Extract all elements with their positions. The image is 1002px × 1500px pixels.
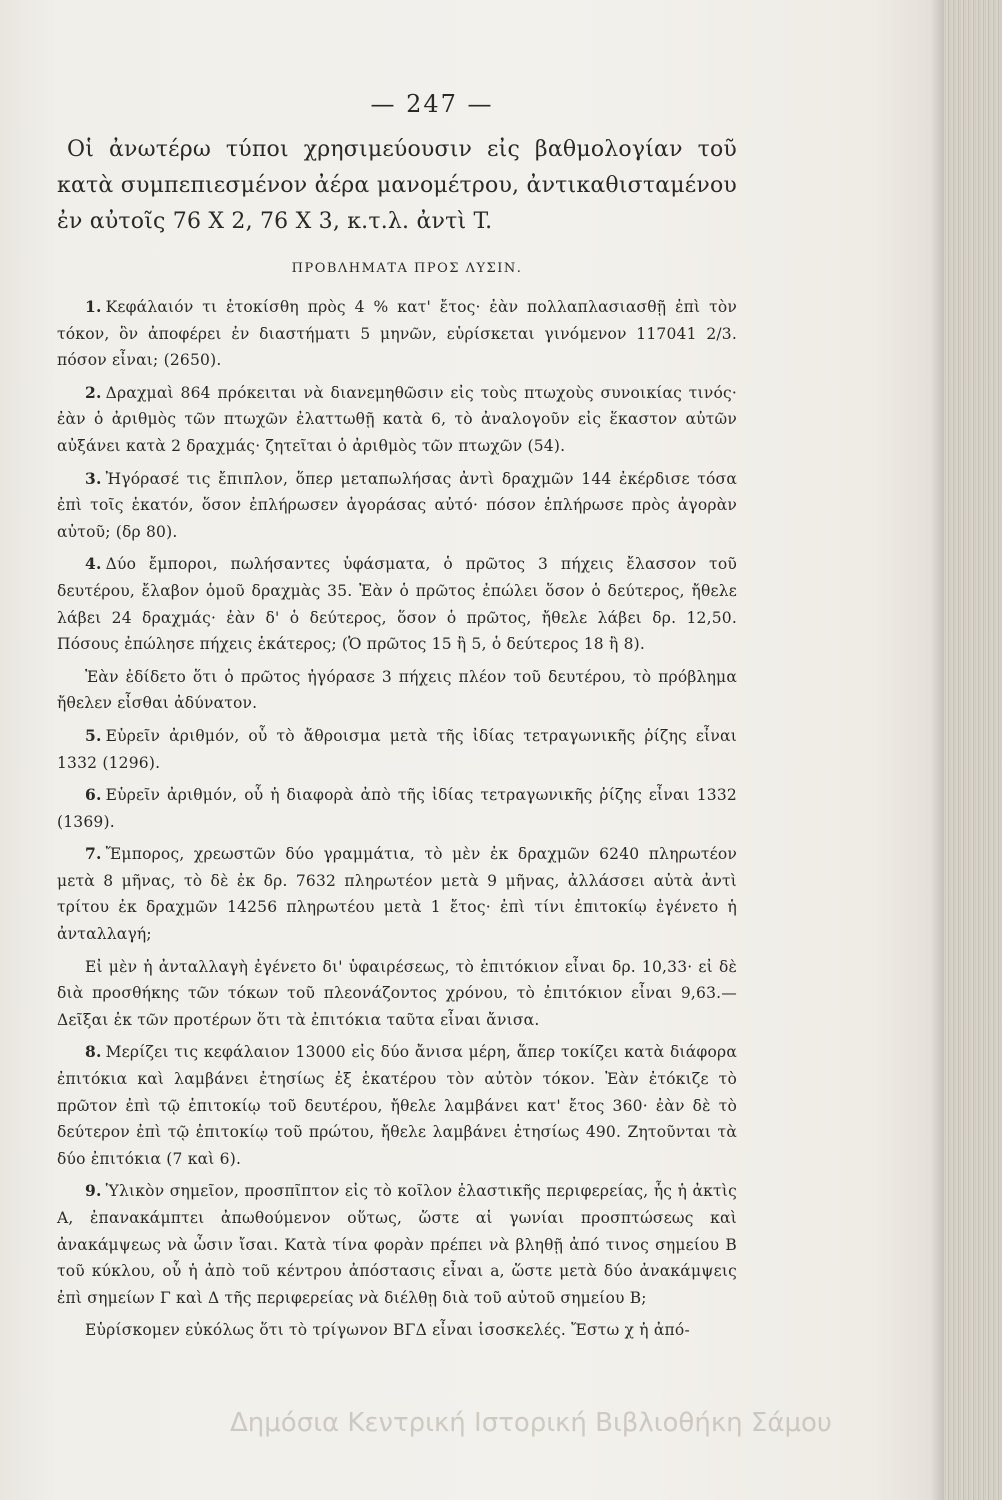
problem-number: 1. — [85, 297, 102, 316]
problem-8 — [57, 1039, 737, 1172]
problem-text: Δραχμαὶ 864 πρόκειται νὰ διανεμηθῶσιν εἰς τοὺς πτωχοὺς συνοικίας τινός· ἐὰν ὁ ἀριθμὸς τῶν πτωχῶν ἐλαττωθῇ κατὰ 6, τὸ ἀναλογοῦν εἰς ἕκαστον αὐτῶν αὐξάνει κατὰ 2 δραχμάς· ζητεῖται ὁ ἀριθμὸς τῶν πτωχῶν (54). — [57, 383, 737, 455]
intro-paragraph: Οἱ ἀνωτέρω τύποι χρησιμεύουσιν εἰς βαθμολογίαν τοῦ κατὰ συμπεπιεσμένον ἀέρα μανομέτρου, ἀντικαθισταμένου ἐν αὐτοῖς 76 X 2, 76 X 3, κ.τ.λ. ἀντὶ T. — [57, 137, 737, 234]
problem-5 — [57, 723, 737, 776]
page-text — [57, 82, 737, 1350]
problem-text: Μερίζει τις κεφάλαιον 13000 εἰς δύο ἄνισα μέρη, ἅπερ τοκίζει κατὰ διάφορα ἐπιτόκια καὶ λαμβάνει ἐτησίως ἐξ ἑκατέρου τὸν αὐτὸν τόκον. Ἐὰν ἐτόκιζε τὸ πρῶτον ἐπὶ τῷ ἐπιτοκίῳ τοῦ δευτέρου, ἤθελε λαμβάνει κατ' ἔτος 360· ἐὰν δὲ τὸ δεύτερον ἐπὶ τῷ ἐπιτοκίῳ τοῦ πρώτου, ἤθελε λαμβάνει ἐτησίως 490. Ζητοῦνται τὰ δύο ἐπιτόκια (7 καὶ 6). — [57, 1043, 737, 1168]
problem-text: Δύο ἔμποροι, πωλήσαντες ὑφάσματα, ὁ πρῶτος 3 πήχεις ἔλασσον τοῦ δευτέρου, ἔλαβον ὁμοῦ δραχμὰς 35. Ἐὰν ὁ πρῶτος ἐπώλει ὅσον ὁ δεύτερος, ἤθελε λάβει 24 δραχμάς· ἐὰν δ' ὁ δεύτερος, ὅσον ὁ πρῶτος, ἤθελε λάβει δρ. 12,50. Πόσους ἐπώλησε πήχεις ἑκάτερος; (Ὁ πρῶτος 15 ἢ 5, ὁ δεύτερος 18 ἢ 8). — [57, 555, 737, 654]
problem-number: 7. — [85, 844, 102, 864]
problem-6 — [57, 782, 737, 835]
problem-7 — [57, 841, 737, 947]
page-number: — 247 — — [370, 90, 494, 118]
problem-number: 5. — [85, 725, 102, 745]
problem-text: Ἔμπορος, χρεωστῶν δύο γραμμάτια, τὸ μὲν ἐκ δραχμῶν 6240 πληρωτέον μετὰ 8 μῆνας, τὸ δὲ ἐκ δρ. 7632 πληρωτέον μετὰ 9 μῆνας, ἀλλάσσει αὐτὰ ἀντὶ τρίτου ἐκ δραχμῶν 14256 πληρωτέου μετὰ 1 ἔτος· ἐπὶ τίνι ἐπιτοκίῳ ἐγένετο ἡ ἀνταλλαγή; — [57, 845, 737, 944]
problem-number: 6. — [85, 785, 102, 805]
problem-text: Ἐὰν ἐδίδετο ὅτι ὁ πρῶτος ἠγόρασε 3 πήχεις πλέον τοῦ δευτέρου, τὸ πρόβλημα ἤθελεν εἶσθαι ἀδύνατον. — [57, 667, 737, 713]
problem-number: 2. — [85, 382, 102, 402]
problem-text: Κεφάλαιόν τι ἐτοκίσθη πρὸς 4 % κατ' ἔτος· ἐὰν πολλαπλασιασθῇ ἐπὶ τὸν τόκον, ὃν ἀποφέρει ἐν διαστήματι 5 μηνῶν, εὑρίσκεται γινόμενον 117041 2/3. πόσον εἶναι; (2650). — [57, 298, 737, 370]
problem-number: 4. — [85, 554, 102, 574]
library-watermark: Δημόσια Κεντρική Ιστορική Βιβλιοθήκη Σάμου — [230, 1408, 832, 1438]
problem-text: Εὑρίσκομεν εὐκόλως ὅτι τὸ τρίγωνον ΒΓΔ εἶναι ἰσοσκελές. Ἔστω χ ἡ ἀπό- — [85, 1321, 690, 1340]
problem-4-note — [57, 664, 737, 717]
problem-number: 3. — [85, 468, 102, 488]
problem-4 — [57, 551, 737, 657]
problem-3 — [57, 466, 737, 546]
problem-number: 9. — [85, 1181, 102, 1201]
problem-text: Εἰ μὲν ἡ ἀνταλλαγὴ ἐγένετο δι' ὑφαιρέσεως, τὸ ἐπιτόκιον εἶναι δρ. 10,33· εἰ δὲ διὰ προσθήκης τῶν τόκων τοῦ πλεονάζοντος χρόνου, τὸ ἐπιτόκιον εἶναι 9,63.— Δεῖξαι ἐκ τῶν προτέρων ὅτι τὰ ἐπιτόκια ταῦτα εἶναι ἄνισα. — [57, 957, 737, 1029]
problem-text: Εὑρεῖν ἀριθμόν, οὗ τὸ ἄθροισμα μετὰ τῆς ἰδίας τετραγωνικῆς ῥίζης εἶναι 1332 (1296). — [57, 726, 737, 772]
section-heading: ΠΡΟΒΛΗΜΑΤΑ ΠΡΟΣ ΛΥΣΙΝ. — [291, 261, 523, 276]
problem-1 — [57, 294, 737, 374]
problem-number: 8. — [85, 1042, 102, 1062]
problem-2 — [57, 380, 737, 460]
problem-9-solution — [57, 1317, 737, 1344]
problem-text: Ὑλικὸν σημεῖον, προσπῖπτον εἰς τὸ κοῖλον ἐλαστικῆς περιφερείας, ἧς ἡ ἀκτὶς A, ἐπανακάμπτει ἀπωθούμενον οὕτως, ὥστε αἱ γωνίαι προσπτώσεως καὶ ἀνακάμψεως νὰ ὦσιν ἴσαι. Κατὰ τίνα φορὰν πρέπει νὰ βληθῇ ἀπό τινος σημείου B τοῦ κύκλου, οὗ ἡ ἀπὸ τοῦ κέντρου ἀπόστασις εἶναι a, ὥστε μετὰ δύο ἀνακάμψεις ἐπὶ σημείων Γ καὶ Δ τῆς περιφερείας νὰ διέλθῃ διὰ τοῦ αὐτοῦ σημείου B; — [57, 1182, 737, 1307]
problem-7-note — [57, 954, 737, 1034]
problem-9 — [57, 1178, 737, 1311]
problem-text: Ἠγόρασέ τις ἔπιπλον, ὅπερ μεταπωλήσας ἀντὶ δραχμῶν 144 ἐκέρδισε τόσα ἐπὶ τοῖς ἑκατόν, ὅσον ἐπλήρωσεν ἀγοράσας αὐτό· πόσον ἐπλήρωσε πρὸς ἀγορὰν αὐτοῦ; (δρ 80). — [57, 469, 737, 541]
problem-text: Εὑρεῖν ἀριθμόν, οὗ ἡ διαφορὰ ἀπὸ τῆς ἰδίας τετραγωνικῆς ῥίζης εἶναι 1332 (1369). — [57, 786, 737, 831]
book-page-edges — [944, 0, 1002, 1500]
